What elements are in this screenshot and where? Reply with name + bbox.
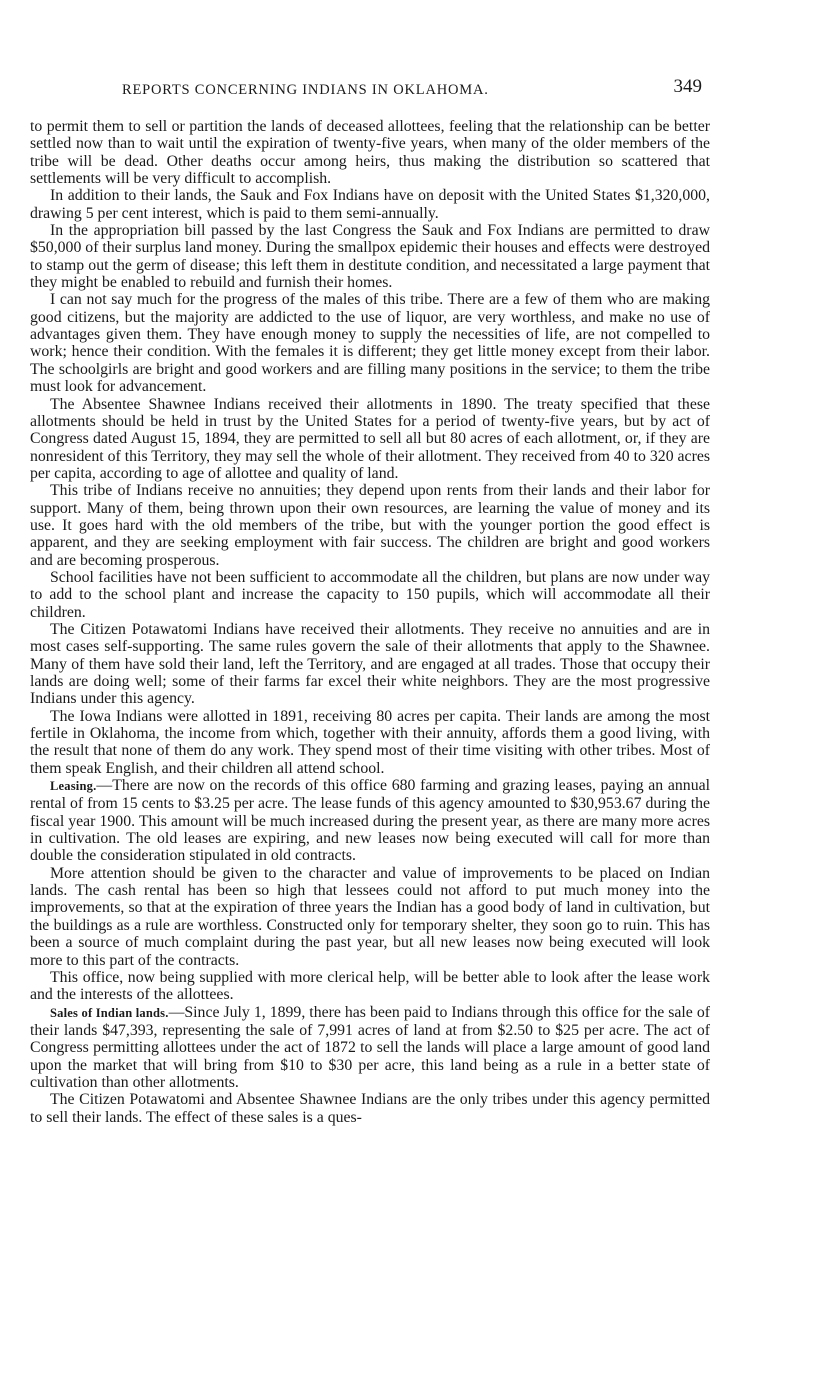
running-head: REPORTS CONCERNING INDIANS IN OKLAHOMA. (122, 82, 489, 98)
paragraph (30, 222, 710, 291)
paragraph-text: This tribe of Indians receive no annuities; they depend upon rents from their lands and their labor for support. Many of them, being thrown upon their own resources, are learning the value of money and its use. It goes hard with the old members of the tribe, but with the younger portion the good effect is apparent, and they are seeking employment with fair success. The children are bright and good workers and are becoming prosperous. (30, 482, 710, 569)
paragraph (30, 396, 710, 483)
paragraph-text: The Absentee Shawnee Indians received their allotments in 1890. The treaty specified that these allotments should be held in trust by the United States for a period of twenty-five years, but by act of Congress dated August 15, 1894, they are permitted to sell all but 80 acres of each allotment, or, if they are nonresident of this Territory, they may sell the whole of their allotment. They received from 40 to 320 acres per capita, according to age of allottee and quality of land. (30, 395, 710, 482)
paragraph-text: —Since July 1, 1899, there has been paid to Indians through this office for the sale of their lands $47,393, representing the sale of 7,991 acres of land at from $2.50 to $25 per acre. The act of Congress permitting allottees under the act of 1872 to sell the lands will place a large amount of good land upon the market that will bring from $10 to $30 per acre, this land being as a rule in a better state of cultivation than other allotments. (30, 1003, 711, 1091)
page-number: 349 (673, 76, 702, 97)
paragraph (30, 621, 710, 708)
side-heading-leasing: Leasing. (50, 779, 97, 794)
paragraph-text: The Citizen Potawatomi and Absentee Shawnee Indians are the only tribes under this agency permitted to sell their lands. The effect of these sales is a ques- (30, 1091, 710, 1126)
body-text (30, 118, 710, 1126)
paragraph (30, 187, 710, 222)
paragraph (30, 569, 710, 621)
paragraph-text: I can not say much for the progress of the males of this tribe. There are a few of them who are making good citizens, but the majority are addicted to the use of liquor, are very worthless, and make no use of advantages given them. They have enough money to supply the necessities of life, are not compelled to work; hence their condition. With the females it is different; they get little money except from their labor. The schoolgirls are bright and good workers and are filling many positions in the service; to them the tribe must look for advancement. (30, 291, 710, 396)
paragraph-text: This office, now being supplied with more clerical help, will be better able to look after the lease work and the interests of the allottees. (30, 968, 710, 1004)
paragraph-text: —There are now on the records of this office 680 farming and grazing leases, paying an annual rental of from 15 cents to $3.25 per acre. The lease funds of this agency amounted to $30,953.67 during the fiscal year 1900. This amount will be much increased during the present year, as there are many more acres in cultivation. The old leases are expiring, and new leases now being executed will call for more than double the consideration stipulated in old contracts. (30, 777, 710, 865)
paragraph-text: School facilities have not been sufficient to accommodate all the children, but plans are now under way to add to the school plant and increase the capacity to 150 pupils, which will accommodate all their children. (30, 568, 710, 621)
paragraph-text: The Iowa Indians were allotted in 1891, receiving 80 acres per capita. Their lands are among the most fertile in Oklahoma, the income from which, together with their annuity, affords them a good living, with the result that none of them do any work. They spend most of their time visiting with other tribes. Most of them speak English, and their children all attend school. (30, 707, 710, 777)
paragraph-text: The Citizen Potawatomi Indians have received their allotments. They receive no annuities and are in most cases self-supporting. The same rules govern the sale of their allotments that apply to the Shawnee. Many of them have sold their land, left the Territory, and are engaged at all trades. Those that occupy their lands are doing well; some of their farms far excel their white neighbors. They are the most progressive Indians under this agency. (30, 620, 710, 708)
paragraph-sales (30, 1004, 710, 1092)
paragraph (30, 708, 710, 777)
paragraph-text: In addition to their lands, the Sauk and Fox Indians have on deposit with the United States $1,320,000, drawing 5 per cent interest, which is paid to them semi-annually. (30, 187, 710, 222)
paragraph-text: In the appropriation bill passed by the last Congress the Sauk and Fox Indians are permitted to draw $50,000 of their surplus land money. During the smallpox epidemic their houses and effects were destroyed to stamp out the germ of disease; this left them in destitute condition, and necessitated a large payment that they might be enabled to rebuild and furnish their homes. (30, 222, 710, 292)
paragraph-text: to permit them to sell or partition the lands of deceased allottees, feeling that the relationship can be better settled now than to wait until the expiration of twenty-five years, when many of the older members of the tribe will be dead. Other deaths occur among heirs, thus making the distribution so scattered that settlements will be very difficult to accomplish. (30, 118, 710, 188)
paragraph-leasing (30, 777, 710, 865)
paragraph (30, 969, 710, 1004)
paragraph (30, 291, 710, 395)
paragraph-text: More attention should be given to the character and value of improvements to be placed on Indian lands. The cash rental has been so high that lessees could not afford to put much money into the improvements, so that at the expiration of three years the Indian has a good body of land in cultivation, but the buildings as a rule are worthless. Constructed only for temporary shelter, they soon go to ruin. This has been a source of much complaint during the past year, but all new leases now being executed will look more to this part of the contracts. (30, 864, 710, 969)
side-heading-sales: Sales of Indian lands. (50, 1005, 169, 1020)
paragraph (30, 1091, 710, 1126)
paragraph-continuation (30, 118, 710, 187)
paragraph (30, 482, 710, 569)
page-header (122, 76, 702, 102)
paragraph (30, 865, 710, 969)
